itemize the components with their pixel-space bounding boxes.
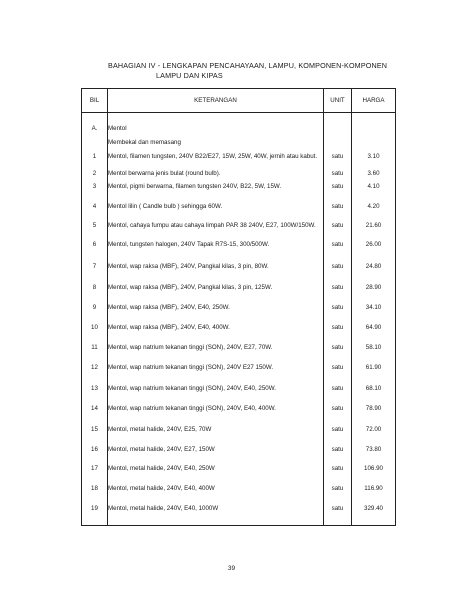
table-row [82, 485, 396, 505]
header-bil: BIL [82, 89, 108, 113]
row-harga: 24.80 [352, 263, 396, 284]
row-keterangan: Mentol, pigmi berwarna, filamen tungsten 240V, B22, 5W, 15W. [108, 183, 324, 203]
row-bil: 4 [82, 203, 108, 222]
row-bil: 3 [82, 183, 108, 203]
section-row [82, 125, 396, 139]
section-subtitle: Membekal dan memasang [108, 139, 324, 153]
row-keterangan: Mentol, wap natrium tekanan tinggi (SON), 240V E27 150W. [108, 364, 324, 385]
table-row [82, 304, 396, 324]
row-bil: 18 [82, 485, 108, 505]
row-harga: 28.90 [352, 284, 396, 304]
table-row [82, 344, 396, 364]
row-keterangan: Mentol, wap raksa (MBF), 240V, Pangkal kilas, 3 pin, 125W. [108, 284, 324, 304]
row-unit: satu [324, 153, 352, 170]
row-bil: 14 [82, 405, 108, 426]
row-harga: 72.00 [352, 426, 396, 446]
row-bil: 17 [82, 465, 108, 485]
spacer-cell [82, 113, 108, 126]
row-keterangan: Mentol, filamen tungsten, 240V B22/E27, 15W, 25W, 40W, jernih atau kabut. [108, 153, 324, 170]
table-row [82, 385, 396, 405]
row-bil: 6 [82, 241, 108, 263]
row-bil: 16 [82, 446, 108, 465]
empty-cell [352, 125, 396, 139]
row-bil: 2 [82, 170, 108, 183]
row-keterangan: Mentol, wap natrium tekanan tinggi (SON), 240V, E27, 70W. [108, 344, 324, 364]
table-header-row [82, 89, 396, 113]
empty-cell [352, 139, 396, 153]
row-harga: 329.40 [352, 505, 396, 525]
row-bil: 13 [82, 385, 108, 405]
page-title-line2: LAMPU DAN KIPAS [156, 71, 223, 80]
row-keterangan: Mentol, metal halide, 240V, E25, 70W [108, 426, 324, 446]
table-row [82, 170, 396, 183]
page-title-line1: BAHAGIAN IV - LENGKAPAN PENCAHAYAAN, LAMPU, KOMPONEN-KOMPONEN [108, 61, 388, 70]
table-row [82, 426, 396, 446]
section-code: A. [82, 125, 108, 139]
row-bil: 8 [82, 284, 108, 304]
header-harga: HARGA [352, 89, 396, 113]
row-keterangan: Mentol, metal halide, 240V, E40, 400W [108, 485, 324, 505]
table-row [82, 153, 396, 170]
row-harga: 26.00 [352, 241, 396, 263]
row-unit: satu [324, 426, 352, 446]
page-number: 39 [227, 565, 236, 572]
table-row [82, 222, 396, 241]
table-row [82, 241, 396, 263]
row-unit: satu [324, 263, 352, 284]
row-unit: satu [324, 222, 352, 241]
row-keterangan: Mentol lilin ( Candle bulb ) sehingga 60W. [108, 203, 324, 222]
row-unit: satu [324, 284, 352, 304]
price-table [81, 88, 396, 526]
row-harga: 4.20 [352, 203, 396, 222]
row-keterangan: Mentol, wap natrium tekanan tinggi (SON), 240V, E40, 250W. [108, 385, 324, 405]
row-harga: 64.90 [352, 324, 396, 344]
row-harga: 73.80 [352, 446, 396, 465]
row-bil: 1 [82, 153, 108, 170]
row-unit: satu [324, 203, 352, 222]
row-keterangan: Mentol, wap raksa (MBF), 240V, E40, 400W. [108, 324, 324, 344]
row-keterangan: Mentol, tungsten halogen, 240V Tapak R7S-15, 300/500W. [108, 241, 324, 263]
row-unit: satu [324, 324, 352, 344]
row-harga: 68.10 [352, 385, 396, 405]
table-row [82, 465, 396, 485]
row-bil: 9 [82, 304, 108, 324]
page-title [108, 61, 408, 81]
header-keterangan: KETERANGAN [108, 89, 324, 113]
row-harga: 34.10 [352, 304, 396, 324]
row-keterangan: Mentol, metal halide, 240V, E40, 1000W [108, 505, 324, 525]
spacer-cell [352, 113, 396, 126]
row-harga: 58.10 [352, 344, 396, 364]
row-unit: satu [324, 405, 352, 426]
spacer-cell [324, 113, 352, 126]
table-row [82, 505, 396, 525]
table-body [82, 113, 396, 526]
table-row [82, 405, 396, 426]
row-unit: satu [324, 385, 352, 405]
row-keterangan: Mentol, cahaya fumpu atau cahaya limpah PAR 38 240V, E27, 100W/150W. [108, 222, 324, 241]
row-harga: 3.10 [352, 153, 396, 170]
row-bil: 12 [82, 364, 108, 385]
row-unit: satu [324, 170, 352, 183]
table-row [82, 284, 396, 304]
row-unit: satu [324, 364, 352, 385]
row-unit: satu [324, 183, 352, 203]
subsection-row [82, 139, 396, 153]
row-unit: satu [324, 465, 352, 485]
row-unit: satu [324, 344, 352, 364]
row-harga: 106.90 [352, 465, 396, 485]
row-unit: satu [324, 446, 352, 465]
row-keterangan: Mentol, wap raksa (MBF), 240V, E40, 250W. [108, 304, 324, 324]
table-row [82, 263, 396, 284]
row-harga: 61.90 [352, 364, 396, 385]
row-harga: 21.60 [352, 222, 396, 241]
row-harga: 78.90 [352, 405, 396, 426]
row-unit: satu [324, 304, 352, 324]
table-row [82, 183, 396, 203]
row-bil: 15 [82, 426, 108, 446]
row-harga: 116.90 [352, 485, 396, 505]
row-unit: satu [324, 485, 352, 505]
empty-cell [82, 139, 108, 153]
row-bil: 5 [82, 222, 108, 241]
row-unit: satu [324, 505, 352, 525]
row-keterangan: Mentol berwarna jenis bulat (round bulb). [108, 170, 324, 183]
table-row [82, 446, 396, 465]
table-row [82, 203, 396, 222]
row-keterangan: Mentol, wap natrium tekanan tinggi (SON), 240V, E40, 400W. [108, 405, 324, 426]
row-harga: 3.60 [352, 170, 396, 183]
empty-cell [324, 139, 352, 153]
row-bil: 19 [82, 505, 108, 525]
header-unit: UNIT [324, 89, 352, 113]
row-bil: 7 [82, 263, 108, 284]
section-title: Mentol [108, 125, 324, 139]
table-row [82, 364, 396, 385]
row-keterangan: Mentol, metal halide, 240V, E40, 250W [108, 465, 324, 485]
row-keterangan: Mentol, wap raksa (MBF), 240V, Pangkal kilas, 3 pin, 80W. [108, 263, 324, 284]
row-harga: 4.10 [352, 183, 396, 203]
empty-cell [324, 125, 352, 139]
table-row [82, 324, 396, 344]
spacer-cell [108, 113, 324, 126]
row-bil: 11 [82, 344, 108, 364]
row-bil: 10 [82, 324, 108, 344]
row-unit: satu [324, 241, 352, 263]
row-keterangan: Mentol, metal halide, 240V, E27, 150W [108, 446, 324, 465]
spacer-row [82, 113, 396, 126]
